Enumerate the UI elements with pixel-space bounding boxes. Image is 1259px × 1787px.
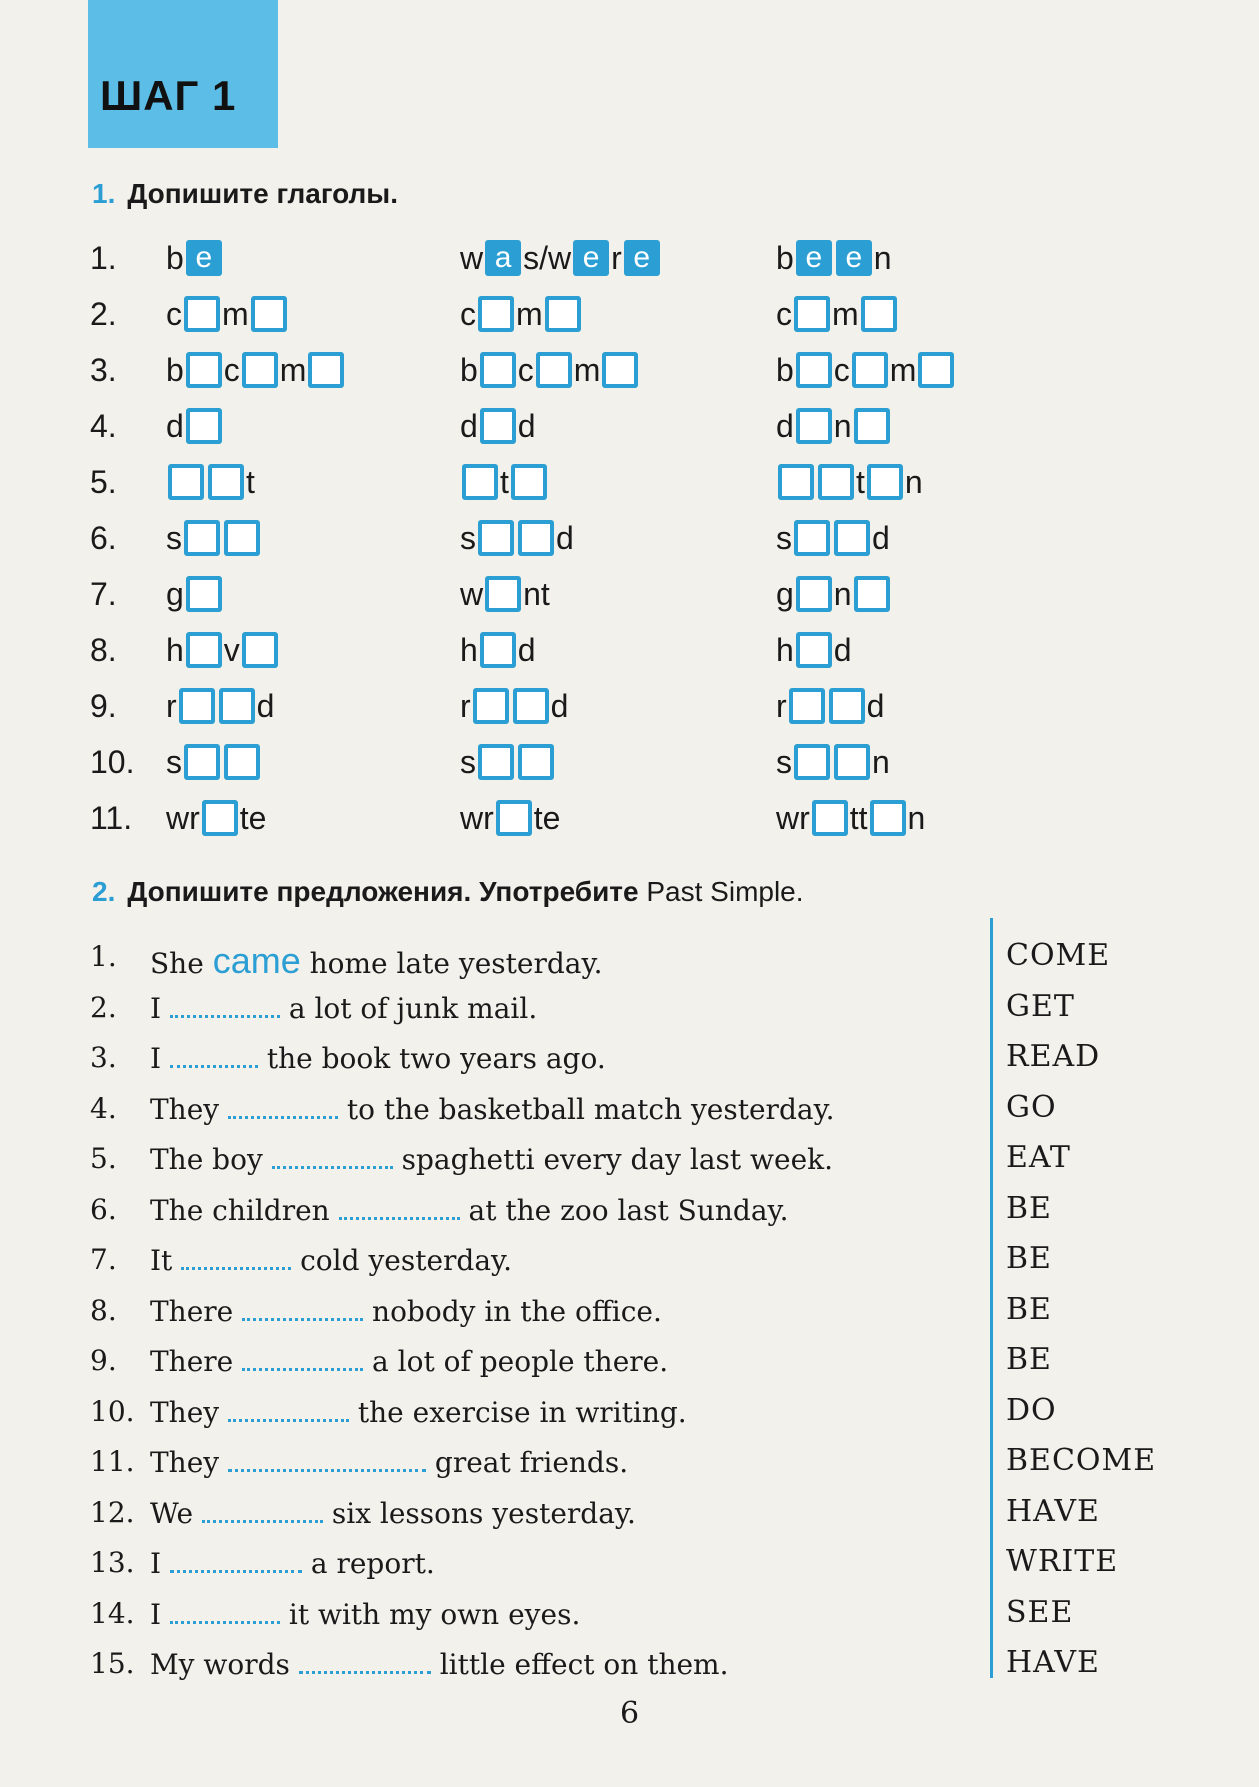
- letter-box[interactable]: [796, 408, 832, 444]
- base-verb: BE: [1006, 1241, 1052, 1276]
- letter-box[interactable]: [485, 576, 521, 612]
- sentence-end: nobody in the office.: [363, 1294, 662, 1328]
- verb-form-2: [460, 792, 560, 844]
- letter-text: h: [460, 631, 478, 668]
- letter-box[interactable]: [251, 296, 287, 332]
- letter-text: wr: [166, 799, 200, 836]
- sentence-end: spaghetti every day last week.: [392, 1143, 834, 1176]
- answer-blank[interactable]: [170, 1597, 280, 1624]
- answer-blank[interactable]: [339, 1193, 460, 1220]
- letter-box[interactable]: [473, 688, 509, 724]
- filled-letter-box[interactable]: e: [186, 240, 222, 276]
- verb-form-2: [460, 680, 568, 732]
- verb-form-2: [460, 344, 640, 396]
- letter-box[interactable]: [168, 464, 204, 500]
- verb-form-1: [166, 512, 262, 564]
- letter-box[interactable]: [184, 296, 220, 332]
- verb-form-2: [460, 512, 574, 564]
- letter-text: m: [889, 351, 917, 388]
- exercise-2-title: Допишите предложения. Употребите: [127, 876, 639, 907]
- base-verb: GO: [1006, 1089, 1057, 1125]
- sentence-text: [150, 1243, 512, 1277]
- letter-text: d: [166, 407, 184, 444]
- answer-blank[interactable]: [272, 1142, 393, 1169]
- letter-box[interactable]: [224, 520, 260, 556]
- letter-text: g: [166, 575, 184, 612]
- base-verb: DO: [1006, 1392, 1057, 1428]
- sentence-text: [150, 1344, 668, 1378]
- verb-form-3: [776, 624, 852, 676]
- letter-text: b: [166, 239, 184, 276]
- letter-text: wr: [460, 799, 494, 836]
- verb-form-2: [460, 232, 662, 284]
- letter-box[interactable]: [308, 352, 344, 388]
- letter-box[interactable]: [794, 520, 830, 556]
- sentence-row-6: [90, 1183, 1259, 1233]
- letter-text: n: [904, 463, 923, 500]
- sentence-text: [150, 1546, 435, 1580]
- filled-letter-box[interactable]: e: [836, 240, 872, 276]
- letter-text: n: [872, 743, 890, 780]
- exercise-2-tense: Past Simple.: [646, 876, 804, 907]
- letter-text: d: [776, 407, 794, 444]
- letter-box[interactable]: [478, 744, 514, 780]
- sentence-end: the exercise in writing.: [349, 1395, 687, 1429]
- letter-text: c: [460, 295, 476, 332]
- sentence-start: My words: [150, 1648, 299, 1681]
- letter-box[interactable]: [511, 464, 547, 500]
- letter-box[interactable]: [478, 296, 514, 332]
- letter-box[interactable]: [186, 576, 222, 612]
- letter-text: r: [460, 687, 471, 724]
- answer-blank[interactable]: [170, 991, 280, 1018]
- base-verb: COME: [1006, 938, 1111, 973]
- verb-form-1: [166, 288, 289, 340]
- letter-text: t: [500, 463, 509, 500]
- exercise-2-heading: [92, 876, 804, 908]
- sentence-number: 10.: [90, 1394, 135, 1428]
- sentence-text: [150, 1294, 662, 1328]
- verb-form-2: [460, 736, 556, 788]
- letter-box[interactable]: [796, 352, 832, 388]
- letter-box[interactable]: [854, 576, 890, 612]
- exercise-1-heading: [92, 178, 398, 210]
- sentence-start: She: [150, 947, 213, 980]
- sentence-row-14: [90, 1587, 1259, 1637]
- verb-form-2: [460, 568, 550, 620]
- letter-text: d: [517, 631, 536, 668]
- sentence-start: I: [150, 1597, 170, 1631]
- letter-text: b: [776, 351, 794, 388]
- sentence-start: The boy: [150, 1143, 272, 1176]
- verb-row-7: [90, 568, 1190, 620]
- letter-box[interactable]: [794, 744, 830, 780]
- verb-row-6: [90, 512, 1190, 564]
- letter-box[interactable]: [861, 296, 897, 332]
- verb-form-3: [776, 288, 899, 340]
- letter-box[interactable]: [834, 744, 870, 780]
- sentence-start: We: [150, 1496, 202, 1530]
- sentence-text: [150, 1395, 687, 1429]
- verb-row-10: [90, 736, 1190, 788]
- letter-text: s: [460, 743, 476, 780]
- sentence-end: at the zoo last Sunday.: [459, 1193, 789, 1227]
- sentence-start: I: [150, 991, 170, 1025]
- sentence-start: There: [150, 1294, 243, 1328]
- letter-text: tt: [849, 799, 868, 836]
- answer-blank[interactable]: [228, 1092, 338, 1119]
- sentence-number: 11.: [90, 1445, 135, 1478]
- sentence-row-4: [90, 1082, 1259, 1132]
- letter-text: w: [460, 575, 484, 612]
- verb-form-1: [166, 680, 274, 732]
- letter-box[interactable]: [870, 800, 906, 836]
- sentence-number: 3.: [90, 1041, 117, 1074]
- row-number: 1.: [90, 240, 117, 276]
- sentence-row-1: [90, 930, 1259, 980]
- verb-form-3: [776, 232, 892, 284]
- verb-form-2: [460, 288, 583, 340]
- letter-box[interactable]: [184, 744, 220, 780]
- verb-form-3: [776, 736, 890, 788]
- answer-fill: came: [212, 940, 301, 981]
- letter-box[interactable]: [179, 688, 215, 724]
- sentence-end: it with my own eyes.: [279, 1597, 581, 1631]
- sentence-number: 1.: [90, 940, 117, 973]
- sentence-text: [150, 1445, 628, 1479]
- letter-box[interactable]: [518, 520, 554, 556]
- verb-row-5: [90, 456, 1190, 508]
- filled-letter-box[interactable]: a: [485, 240, 521, 276]
- sentence-text: [150, 1092, 835, 1126]
- sentence-number: 2.: [90, 990, 117, 1024]
- letter-text: nt: [523, 575, 550, 612]
- letter-box[interactable]: [794, 296, 830, 332]
- sentence-start: They: [150, 1092, 228, 1126]
- row-number: 11.: [90, 800, 133, 836]
- sentence-end: a lot of junk mail.: [279, 991, 538, 1025]
- base-verb: BE: [1006, 1291, 1052, 1327]
- letter-text: h: [166, 631, 184, 668]
- letter-box[interactable]: [536, 352, 572, 388]
- letter-text: s: [166, 743, 182, 780]
- letter-text: b: [460, 351, 478, 388]
- verb-form-3: [776, 456, 923, 508]
- letter-text: t: [246, 463, 255, 500]
- sentence-row-7: [90, 1233, 1259, 1283]
- base-verb: BE: [1006, 1190, 1052, 1226]
- base-verb: HAVE: [1006, 1645, 1100, 1680]
- verb-form-3: [776, 680, 884, 732]
- row-number: 3.: [90, 352, 117, 388]
- base-verb: SEE: [1006, 1594, 1074, 1630]
- step-title: ШАГ 1: [100, 72, 237, 119]
- answer-blank[interactable]: [299, 1647, 431, 1674]
- sentence-number: 8.: [90, 1293, 117, 1327]
- letter-text: s/w: [523, 239, 572, 276]
- letter-text: n: [873, 239, 892, 276]
- letter-text: w: [460, 239, 484, 276]
- verb-row-4: [90, 400, 1190, 452]
- verb-form-1: [166, 344, 346, 396]
- letter-text: c: [166, 295, 182, 332]
- sentence-start: There: [150, 1345, 243, 1378]
- verb-form-3: [776, 400, 892, 452]
- sentence-number: 4.: [90, 1091, 117, 1125]
- base-verb: GET: [1006, 988, 1075, 1024]
- letter-box[interactable]: [219, 688, 255, 724]
- sentence-text: [150, 1041, 606, 1075]
- letter-text: wr: [776, 799, 810, 836]
- letter-text: c: [223, 351, 240, 388]
- filled-letter-box[interactable]: e: [624, 240, 660, 276]
- sentence-start: They: [150, 1446, 228, 1479]
- base-verb: WRITE: [1006, 1544, 1119, 1579]
- letter-box[interactable]: [480, 632, 516, 668]
- verb-row-3: [90, 344, 1190, 396]
- sentence-text: [150, 1193, 789, 1227]
- sentence-end: great friends.: [426, 1446, 629, 1479]
- answer-blank[interactable]: [170, 1041, 258, 1068]
- sentence-end: home late yesterday.: [300, 947, 603, 980]
- letter-text: m: [832, 295, 859, 332]
- base-verb: EAT: [1006, 1140, 1071, 1175]
- letter-text: c: [833, 351, 850, 388]
- sentence-row-3: [90, 1031, 1259, 1081]
- letter-text: d: [556, 519, 574, 556]
- letter-text: d: [866, 687, 885, 724]
- letter-box[interactable]: [224, 744, 260, 780]
- letter-box[interactable]: [480, 408, 516, 444]
- row-number: 8.: [90, 632, 117, 668]
- letter-box[interactable]: [184, 520, 220, 556]
- letter-text: b: [166, 351, 184, 388]
- base-verb: READ: [1006, 1039, 1101, 1074]
- letter-text: v: [223, 631, 240, 668]
- row-number: 9.: [90, 688, 117, 724]
- letter-text: d: [517, 407, 536, 444]
- letter-box[interactable]: [796, 576, 832, 612]
- letter-text: d: [550, 687, 569, 724]
- letter-box[interactable]: [789, 688, 825, 724]
- letter-text: d: [460, 407, 478, 444]
- sentence-start: I: [150, 1547, 170, 1580]
- sentence-row-13: [90, 1536, 1259, 1586]
- sentence-number: 14.: [90, 1596, 135, 1630]
- letter-text: r: [611, 239, 622, 276]
- answer-blank[interactable]: [228, 1395, 349, 1422]
- answer-blank[interactable]: [242, 1344, 363, 1371]
- letter-box[interactable]: [778, 464, 814, 500]
- row-number: 2.: [90, 296, 117, 332]
- letter-text: n: [907, 799, 926, 836]
- verb-form-1: [166, 232, 224, 284]
- letter-text: m: [516, 295, 543, 332]
- row-number: 7.: [90, 576, 117, 612]
- letter-text: t: [856, 463, 865, 500]
- exercise-1-title: Допишите глаголы.: [127, 178, 398, 209]
- base-verb: BECOME: [1006, 1443, 1157, 1478]
- verb-form-2: [460, 456, 549, 508]
- verb-row-8: [90, 624, 1190, 676]
- sentence-text: [150, 1496, 636, 1530]
- letter-text: h: [776, 631, 794, 668]
- verb-form-1: [166, 456, 255, 508]
- letter-box[interactable]: [796, 632, 832, 668]
- letter-box[interactable]: [602, 352, 638, 388]
- sentence-number: 6.: [90, 1192, 117, 1226]
- letter-box[interactable]: [834, 520, 870, 556]
- verb-form-1: [166, 568, 224, 620]
- verb-form-2: [460, 400, 536, 452]
- letter-text: m: [573, 351, 601, 388]
- letter-text: d: [256, 687, 275, 724]
- sentence-end: cold yesterday.: [291, 1244, 513, 1277]
- letter-text: d: [833, 631, 852, 668]
- letter-text: te: [239, 799, 267, 836]
- base-verb: HAVE: [1006, 1493, 1100, 1529]
- verb-row-2: [90, 288, 1190, 340]
- answer-blank[interactable]: [170, 1546, 302, 1573]
- letter-box[interactable]: [242, 632, 278, 668]
- row-number: 5.: [90, 464, 117, 500]
- verb-form-1: [166, 792, 266, 844]
- base-verb: BE: [1006, 1342, 1052, 1377]
- letter-box[interactable]: [829, 688, 865, 724]
- letter-text: s: [166, 519, 182, 556]
- sentence-start: It: [150, 1244, 182, 1277]
- letter-box[interactable]: [812, 800, 848, 836]
- verb-row-9: [90, 680, 1190, 732]
- letter-box[interactable]: [518, 744, 554, 780]
- verb-row-11: [90, 792, 1190, 844]
- sentence-text: [150, 991, 537, 1025]
- sentence-row-2: [90, 981, 1259, 1031]
- sentence-row-8: [90, 1284, 1259, 1334]
- letter-box[interactable]: [186, 352, 222, 388]
- answer-blank[interactable]: [242, 1294, 363, 1321]
- letter-text: s: [460, 519, 476, 556]
- sentence-start: I: [150, 1042, 170, 1075]
- letter-text: s: [776, 743, 792, 780]
- sentence-end: a report.: [301, 1547, 435, 1580]
- sentence-number: 7.: [90, 1243, 117, 1276]
- exercise-1-number: 1.: [92, 178, 116, 209]
- letter-box[interactable]: [852, 352, 888, 388]
- letter-box[interactable]: [854, 408, 890, 444]
- answer-blank[interactable]: [181, 1243, 291, 1270]
- sentence-text: [150, 1647, 729, 1681]
- sentence-row-9: [90, 1334, 1259, 1384]
- letter-box[interactable]: [867, 464, 903, 500]
- sentence-start: The children: [150, 1193, 339, 1227]
- sentence-row-10: [90, 1385, 1259, 1435]
- exercise-2-number: 2.: [92, 876, 116, 907]
- letter-box[interactable]: [462, 464, 498, 500]
- letter-text: n: [833, 407, 852, 444]
- verb-row-1: [90, 232, 1190, 284]
- letter-text: r: [776, 687, 787, 724]
- verb-form-3: [776, 344, 956, 396]
- letter-text: s: [776, 519, 792, 556]
- letter-text: d: [872, 519, 890, 556]
- page-number: 6: [619, 1696, 640, 1731]
- answer-blank[interactable]: [228, 1445, 426, 1472]
- letter-text: b: [776, 239, 794, 276]
- sentence-number: 5.: [90, 1142, 117, 1175]
- letter-text: c: [776, 295, 792, 332]
- verb-form-1: [166, 400, 224, 452]
- sentence-end: a lot of people there.: [363, 1345, 669, 1378]
- filled-letter-box[interactable]: e: [796, 240, 832, 276]
- sentence-start: They: [150, 1395, 228, 1429]
- letter-box[interactable]: [202, 800, 238, 836]
- letter-text: te: [533, 799, 561, 836]
- row-number: 4.: [90, 408, 117, 444]
- letter-text: n: [833, 575, 852, 612]
- verb-form-1: [166, 624, 280, 676]
- verb-form-2: [460, 624, 536, 676]
- letter-box[interactable]: [242, 352, 278, 388]
- row-number: 10.: [90, 744, 135, 780]
- sentence-end: to the basketball match yesterday.: [338, 1092, 835, 1126]
- letter-box[interactable]: [818, 464, 854, 500]
- letter-box[interactable]: [918, 352, 954, 388]
- letter-box[interactable]: [480, 352, 516, 388]
- sentence-number: 9.: [90, 1344, 117, 1377]
- sentence-end: six lessons yesterday.: [322, 1496, 636, 1530]
- sentence-row-5: [90, 1132, 1259, 1182]
- letter-box[interactable]: [478, 520, 514, 556]
- letter-text: r: [166, 687, 177, 724]
- answer-blank[interactable]: [202, 1496, 323, 1523]
- letter-text: m: [279, 351, 307, 388]
- sentence-text: [150, 940, 602, 982]
- sentence-text: [150, 1142, 833, 1176]
- sentence-text: [150, 1597, 580, 1631]
- sentence-row-12: [90, 1486, 1259, 1536]
- letter-box[interactable]: [513, 688, 549, 724]
- letter-text: m: [222, 295, 249, 332]
- letter-text: g: [776, 575, 794, 612]
- sentence-number: 13.: [90, 1546, 135, 1579]
- letter-box[interactable]: [208, 464, 244, 500]
- filled-letter-box[interactable]: e: [573, 240, 609, 276]
- sentence-row-11: [90, 1435, 1259, 1485]
- letter-text: c: [517, 351, 534, 388]
- letter-box[interactable]: [186, 408, 222, 444]
- letter-box[interactable]: [496, 800, 532, 836]
- verb-form-1: [166, 736, 262, 788]
- sentence-end: little effect on them.: [430, 1648, 729, 1681]
- letter-box[interactable]: [545, 296, 581, 332]
- row-number: 6.: [90, 520, 117, 556]
- verb-form-3: [776, 568, 892, 620]
- sentence-end: the book two years ago.: [257, 1042, 606, 1075]
- sentence-row-15: [90, 1637, 1259, 1687]
- letter-box[interactable]: [186, 632, 222, 668]
- sentence-number: 15.: [90, 1647, 135, 1680]
- sentence-number: 12.: [90, 1495, 135, 1529]
- verb-form-3: [776, 792, 925, 844]
- verb-form-3: [776, 512, 890, 564]
